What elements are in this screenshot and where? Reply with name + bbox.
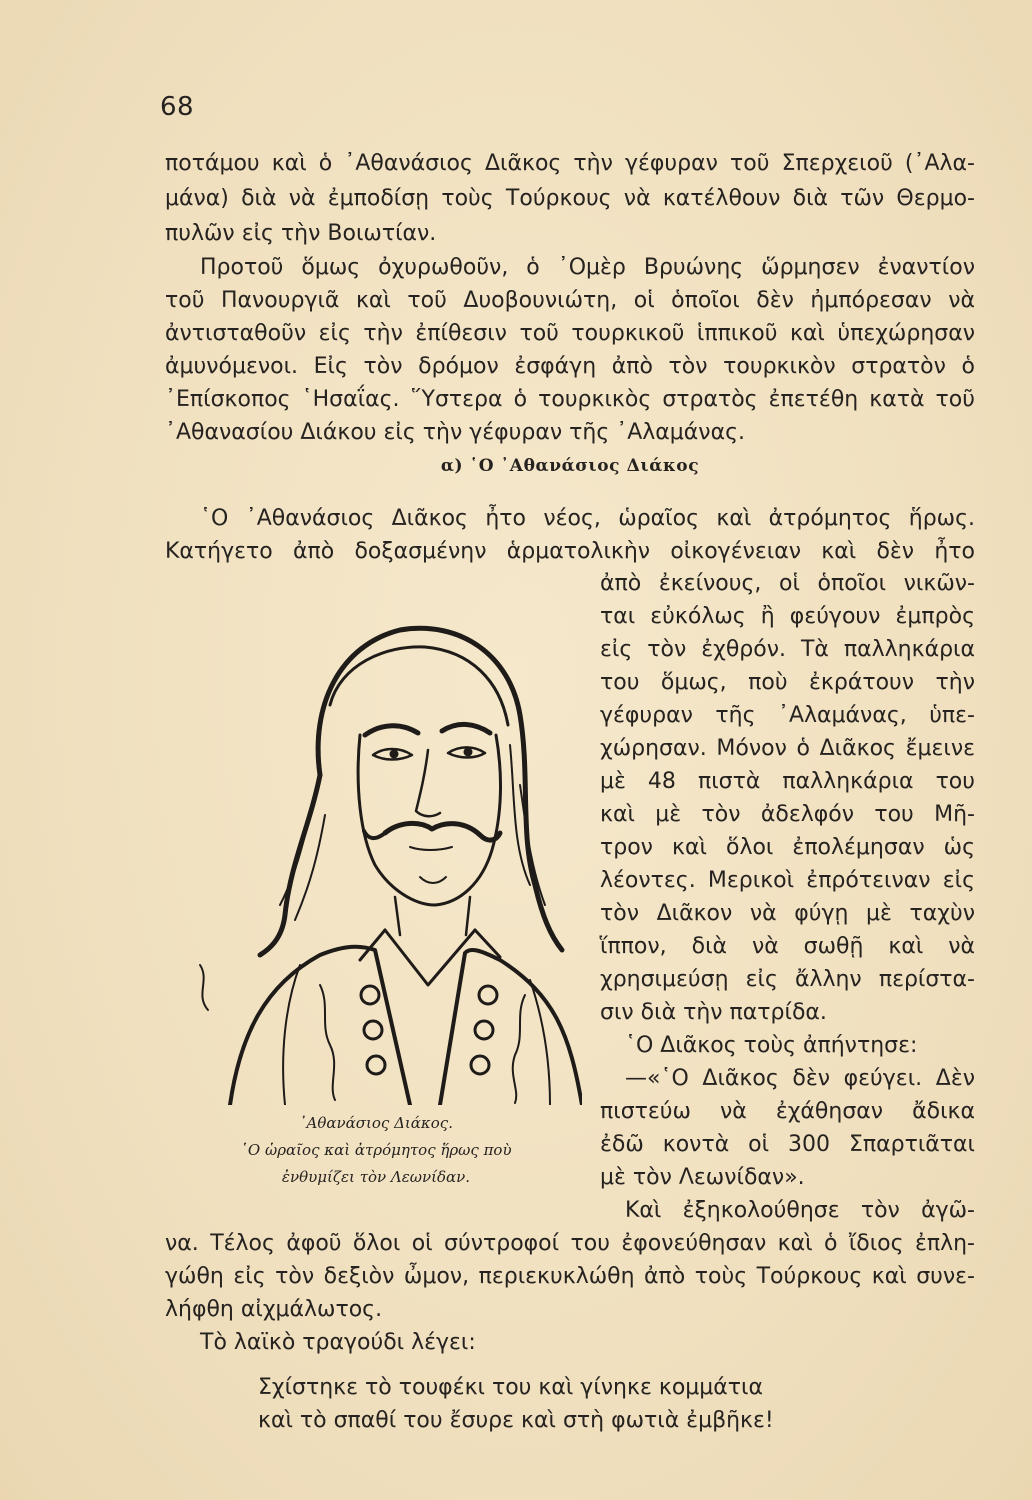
- column-line-10: λέοντες. Μερικοὶ ἐπρότειναν εἰς: [600, 868, 975, 893]
- paragraph-2-line-4: ἀμυνόμενοι. Εἰς τὸν δρόμον ἐσφάγη ἀπὸ τὸν τουρκικὸν στρατὸν ὁ: [165, 354, 975, 379]
- paragraph-4-line-1: να. Τέλος ἀφοῦ ὅλοι οἱ σύντροφοί του ἐφονεύθησαν καὶ ὁ ἴδιος ἐπλη-: [165, 1231, 975, 1256]
- column-line-7: μὲ 48 πιστὰ παλληκάρια του: [600, 769, 975, 794]
- paragraph-2-line-1: Προτοῦ ὅμως ὀχυρωθοῦν, ὁ ᾿Ομὲρ Βρυώνης ὥρμησεν ἐναντίον: [200, 255, 975, 280]
- page-number: 68: [160, 92, 195, 122]
- song-intro: Τὸ λαϊκὸ τραγούδι λέγει:: [200, 1330, 476, 1355]
- column-line-6: χώρησαν. Μόνον ὁ Διᾶκος ἔμεινε: [600, 736, 975, 761]
- portrait-illustration: [170, 585, 582, 1105]
- column-line-12: ἵππον, διὰ νὰ σωθῇ καὶ νὰ: [600, 934, 975, 959]
- paragraph-1-line-3: πυλῶν εἰς τὴν Βοιωτίαν.: [165, 221, 437, 246]
- verse-line-1: Σχίστηκε τὸ τουφέκι του καὶ γίνηκε κομμάτια: [258, 1375, 763, 1400]
- reply-quote-line-4: μὲ τὸν Λεωνίδαν».: [600, 1165, 805, 1190]
- reply-quote-line-1: —«῾Ο Διᾶκος δὲν φεύγει. Δὲν: [625, 1066, 975, 1091]
- section-heading: α) ῾Ο ᾿Αθανάσιος Διάκος: [440, 456, 700, 476]
- column-line-4: του ὅμως, ποὺ ἐκράτουν τὴν: [600, 670, 975, 695]
- column-line-11: τὸν Διᾶκον νὰ φύγῃ μὲ ταχὺν: [600, 901, 975, 926]
- paragraph-3-line-1: ῾Ο ᾿Αθανάσιος Διᾶκος ἦτο νέος, ὡραῖος καὶ ἀτρόμητος ἥρως.: [200, 506, 975, 531]
- column-line-9: τρον καὶ ὅλοι ἐπολέμησαν ὡς: [600, 835, 975, 860]
- column-line-3: εἰς τὸν ἐχθρόν. Τὰ παλληκάρια: [600, 637, 975, 662]
- column-line-1: ἀπὸ ἐκείνους, οἱ ὁποῖοι νικῶν-: [600, 571, 975, 596]
- column-line-13: χρησιμεύσῃ εἰς ἄλλην περίστα-: [600, 967, 975, 992]
- paragraph-4-line-2: γώθη εἰς τὸν δεξιὸν ὦμον, περιεκυκλώθη ἀπὸ τοὺς Τούρκους καὶ συνε-: [165, 1264, 975, 1289]
- column-line-14: σιν διὰ τὴν πατρίδα.: [600, 1000, 827, 1025]
- paragraph-2-line-6: ᾿Αθανασίου Διάκου εἰς τὴν γέφυραν τῆς ᾿Αλαμάνας.: [165, 420, 745, 445]
- paragraph-1-line-1: ποτάμου καὶ ὁ ᾿Αθανάσιος Διᾶκος τὴν γέφυραν τοῦ Σπερχειοῦ (᾿Αλα-: [165, 151, 975, 176]
- paragraph-2-line-3: ἀντισταθοῦν εἰς τὴν ἐπίθεσιν τοῦ τουρκικοῦ ἱππικοῦ καὶ ὑπεχώρησαν: [165, 321, 975, 346]
- paragraph-4-line-3: λήφθη αἰχμάλωτος.: [165, 1297, 383, 1322]
- reply-intro: ῾Ο Διᾶκος τοὺς ἀπήντησε:: [625, 1033, 918, 1058]
- paragraph-2-line-2: τοῦ Πανουργιᾶ καὶ τοῦ Δυοβουνιώτη, οἱ ὁποῖοι δὲν ἠμπόρεσαν νὰ: [165, 288, 975, 313]
- paragraph-1-line-2: μάνα) διὰ νὰ ἐμποδίσῃ τοὺς Τούρκους νὰ κατέλθουν διὰ τῶν Θερμο-: [165, 186, 975, 211]
- column-line-8: καὶ μὲ τὸν ἀδελφόν του Μῆ-: [600, 802, 975, 827]
- paragraph-4-start: Καὶ ἐξηκολούθησε τὸν ἀγῶ-: [625, 1198, 975, 1223]
- column-line-5: γέφυραν τῆς ᾿Αλαμάνας, ὑπε-: [600, 703, 975, 728]
- verse-line-2: καὶ τὸ σπαθί του ἔσυρε καὶ στὴ φωτιὰ ἐμβῆκε!: [258, 1408, 774, 1433]
- reply-quote-line-2: πιστεύω νὰ ἐχάθησαν ἄδικα: [600, 1099, 975, 1124]
- caption-line-3: ἐνθυμίζει τὸν Λεωνίδαν.: [281, 1168, 471, 1186]
- caption-line-2: ῾Ο ὡραῖος καὶ ἀτρόμητος ἥρως ποὺ: [240, 1141, 512, 1159]
- column-line-2: ται εὐκόλως ἢ φεύγουν ἐμπρὸς: [600, 604, 975, 629]
- paragraph-3-line-2: Κατήγετο ἀπὸ δοξασμένην ἁρματολικὴν οἰκογένειαν καὶ δὲν ἦτο: [165, 539, 975, 564]
- caption-title: ᾿Αθανάσιος Διάκος.: [299, 1114, 453, 1132]
- paragraph-2-line-5: ᾿Επίσκοπος ῾Ησαΐας. ῞Υστερα ὁ τουρκικὸς στρατὸς ἐπετέθη κατὰ τοῦ: [165, 387, 975, 412]
- reply-quote-line-3: ἐδῶ κοντὰ οἱ 300 Σπαρτιᾶται: [600, 1132, 975, 1157]
